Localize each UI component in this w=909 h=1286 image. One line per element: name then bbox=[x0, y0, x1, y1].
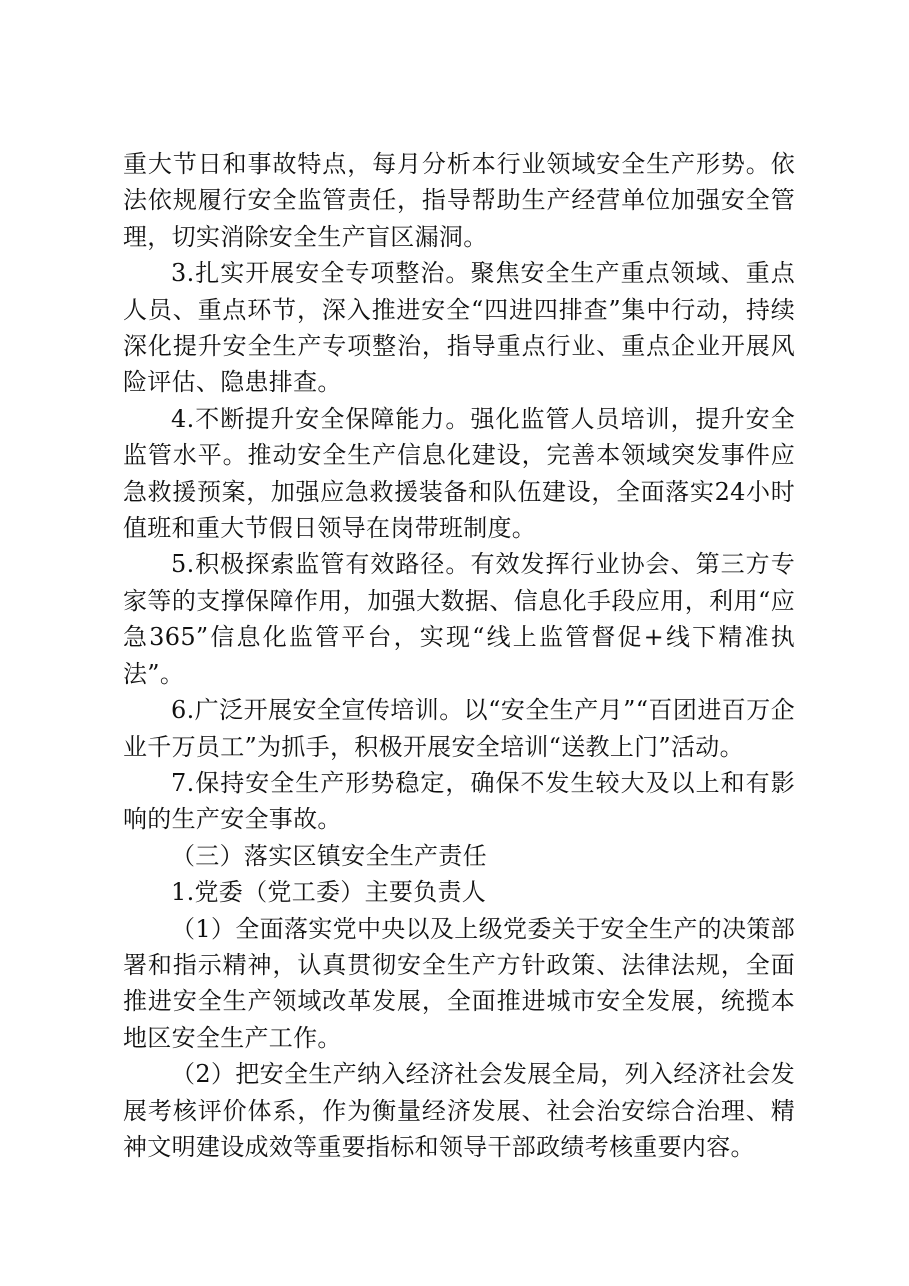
document-body bbox=[123, 146, 795, 1165]
paragraph-item-5: 5.积极探索监管有效路径。有效发挥行业协会、第三方专家等的支撑保障作用，加强大数据、信息化手段应用，利用“应急365”信息化监管平台，实现“线上监管督促+线下精准执法”。 bbox=[123, 550, 795, 688]
paragraph-subitem-2: （2）把安全生产纳入经济社会发展全局，列入经济社会发展考核评价体系，作为衡量经济发展、社会治安综合治理、精神文明建设成效等重要指标和领导干部政绩考核重要内容。 bbox=[123, 1060, 795, 1161]
paragraph-item-6: 6.广泛开展安全宣传培训。以“安全生产月”“百团进百万企业千万员工”为抓手，积极开展安全培训“送教上门”活动。 bbox=[123, 696, 795, 761]
paragraph-item-4: 4.不断提升安全保障能力。强化监管人员培训，提升安全监管水平。推动安全生产信息化建设，完善本领域突发事件应急救援预案，加强应急救援装备和队伍建设，全面落实24小时值班和重大节假日领导在岗带班制度。 bbox=[123, 404, 795, 543]
paragraph-continuation: 重大节日和事故特点，每月分析本行业领域安全生产形势。依法依规履行安全监管责任，指导帮助生产经营单位加强安全管理，切实消除安全生产盲区漏洞。 bbox=[123, 150, 795, 251]
paragraph-subitem-1: （1）全面落实党中央以及上级党委关于安全生产的决策部署和指示精神，认真贯彻安全生产方针政策、法律法规，全面推进安全生产领域改革发展，全面推进城市安全发展，统揽本地区安全生产工作。 bbox=[123, 914, 795, 1052]
section-heading: （三）落实区镇安全生产责任 bbox=[171, 841, 487, 870]
paragraph-item-3: 3.扎实开展安全专项整治。聚焦安全生产重点领域、重点人员、重点环节，深入推进安全“四进四排查”集中行动，持续深化提升安全生产专项整治，指导重点行业、重点企业开展风险评估、隐患排查。 bbox=[123, 259, 795, 397]
subsection-heading: 1.党委（党工委）主要负责人 bbox=[171, 878, 487, 907]
paragraph-item-7: 7.保持安全生产形势稳定，确保不发生较大及以上和有影响的生产安全事故。 bbox=[123, 768, 795, 834]
